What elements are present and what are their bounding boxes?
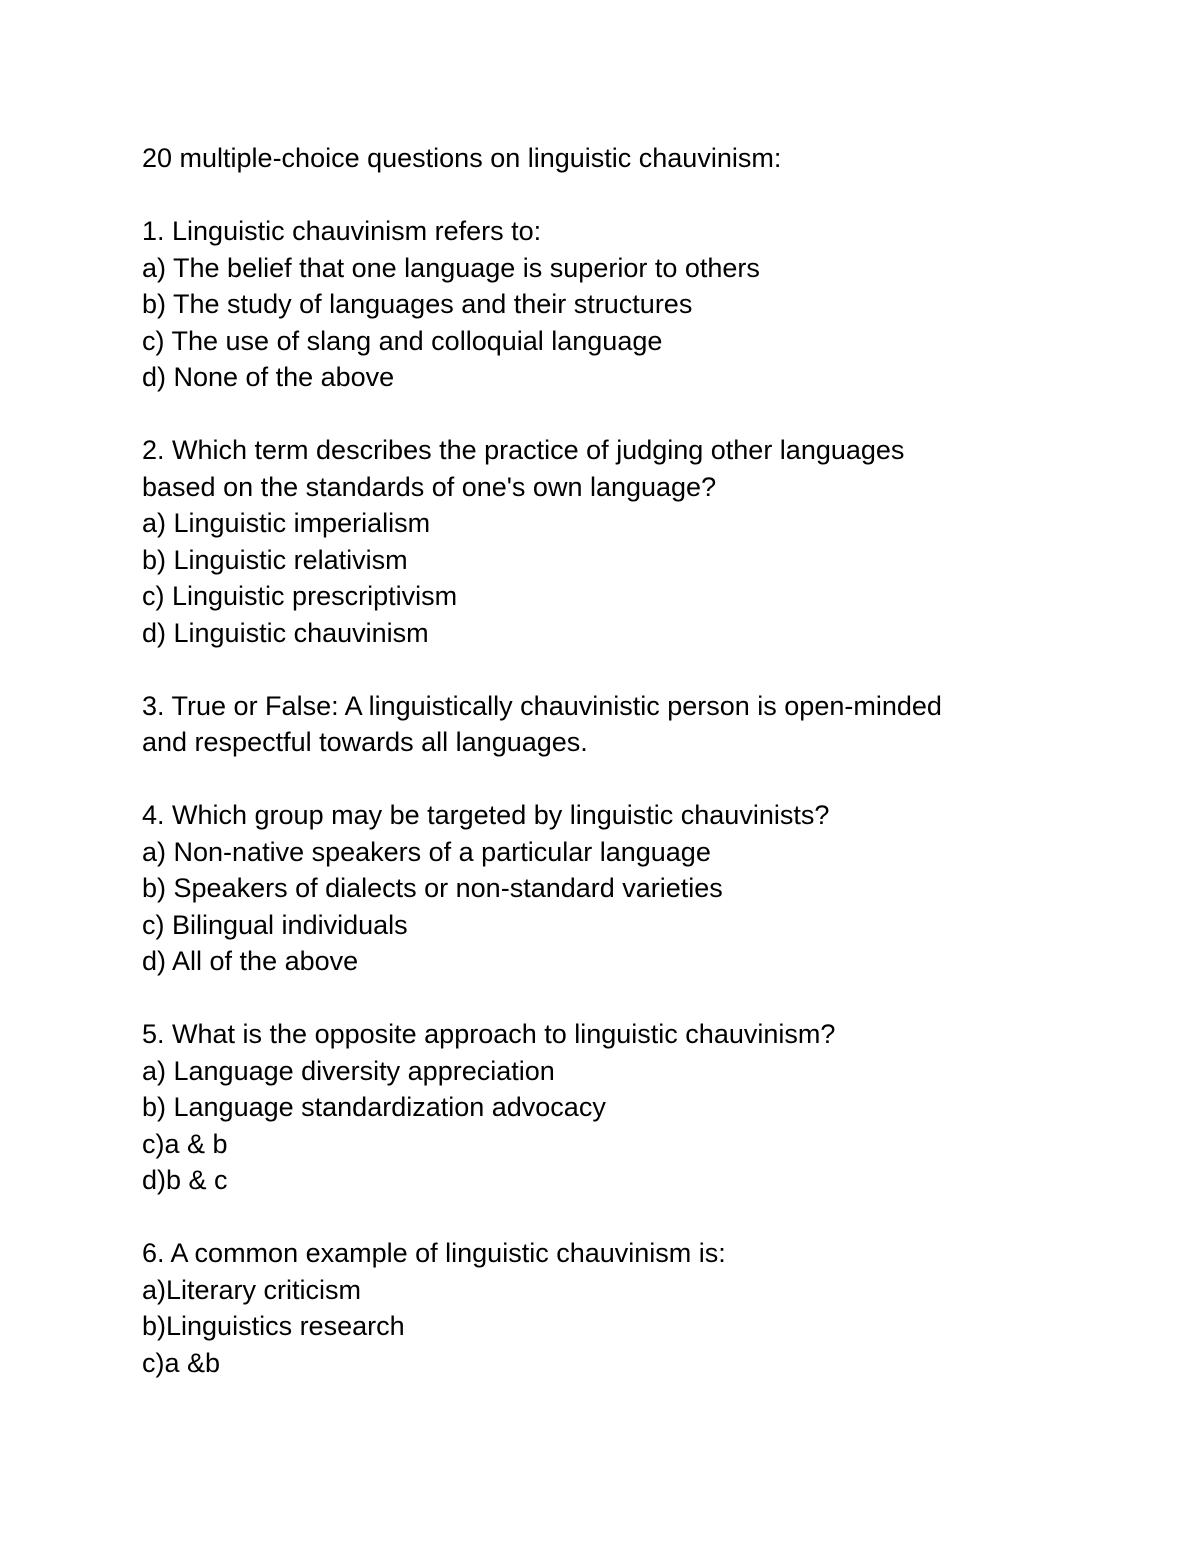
question-text: 1. Linguistic chauvinism refers to: bbox=[142, 216, 542, 246]
question-2 bbox=[142, 432, 1142, 651]
question-text: based on the standards of one's own language? bbox=[142, 471, 717, 502]
spacer bbox=[142, 651, 1142, 688]
spacer bbox=[142, 396, 1142, 433]
question-text: 6. A common example of linguistic chauvinism is: bbox=[142, 1238, 726, 1268]
document-page bbox=[142, 140, 1142, 1381]
option-a: a)Literary criticism bbox=[142, 1274, 362, 1305]
option-a: a) The belief that one language is superior to others bbox=[142, 252, 760, 283]
option-d: d)b & c bbox=[142, 1165, 228, 1195]
spacer bbox=[142, 980, 1142, 1017]
document-title: 20 multiple-choice questions on linguistic chauvinism: bbox=[142, 143, 782, 173]
option-d: d) Linguistic chauvinism bbox=[142, 617, 429, 648]
option-d: d) All of the above bbox=[142, 946, 359, 976]
option-a: a) Language diversity appreciation bbox=[142, 1055, 555, 1086]
question-1 bbox=[142, 213, 1142, 396]
option-c: c)a &b bbox=[142, 1347, 221, 1378]
spacer bbox=[142, 1199, 1142, 1236]
option-c: c) Linguistic prescriptivism bbox=[142, 581, 458, 611]
spacer bbox=[142, 177, 1142, 214]
option-b: b) Linguistic relativism bbox=[142, 544, 408, 575]
option-b: b) The study of languages and their structures bbox=[142, 289, 693, 319]
question-4 bbox=[142, 797, 1142, 980]
question-text: and respectful towards all languages. bbox=[142, 727, 588, 757]
question-text: 5. What is the opposite approach to linguistic chauvinism? bbox=[142, 1019, 836, 1049]
question-text: 2. Which term describes the practice of judging other languages bbox=[142, 435, 905, 465]
option-d: d) None of the above bbox=[142, 362, 395, 392]
option-b: b) Language standardization advocacy bbox=[142, 1092, 606, 1122]
question-text: 4. Which group may be targeted by linguistic chauvinists? bbox=[142, 800, 830, 830]
option-b: b) Speakers of dialects or non-standard varieties bbox=[142, 873, 723, 903]
option-c: c)a & b bbox=[142, 1128, 228, 1159]
question-6 bbox=[142, 1235, 1142, 1381]
question-5 bbox=[142, 1016, 1142, 1199]
option-c: c) Bilingual individuals bbox=[142, 909, 408, 940]
question-3 bbox=[142, 688, 1142, 761]
question-text: 3. True or False: A linguistically chauvinistic person is open-minded bbox=[142, 690, 942, 721]
option-a: a) Non-native speakers of a particular language bbox=[142, 836, 711, 867]
spacer bbox=[142, 761, 1142, 798]
option-b: b)Linguistics research bbox=[142, 1311, 405, 1341]
option-c: c) The use of slang and colloquial language bbox=[142, 325, 663, 356]
option-a: a) Linguistic imperialism bbox=[142, 508, 431, 538]
